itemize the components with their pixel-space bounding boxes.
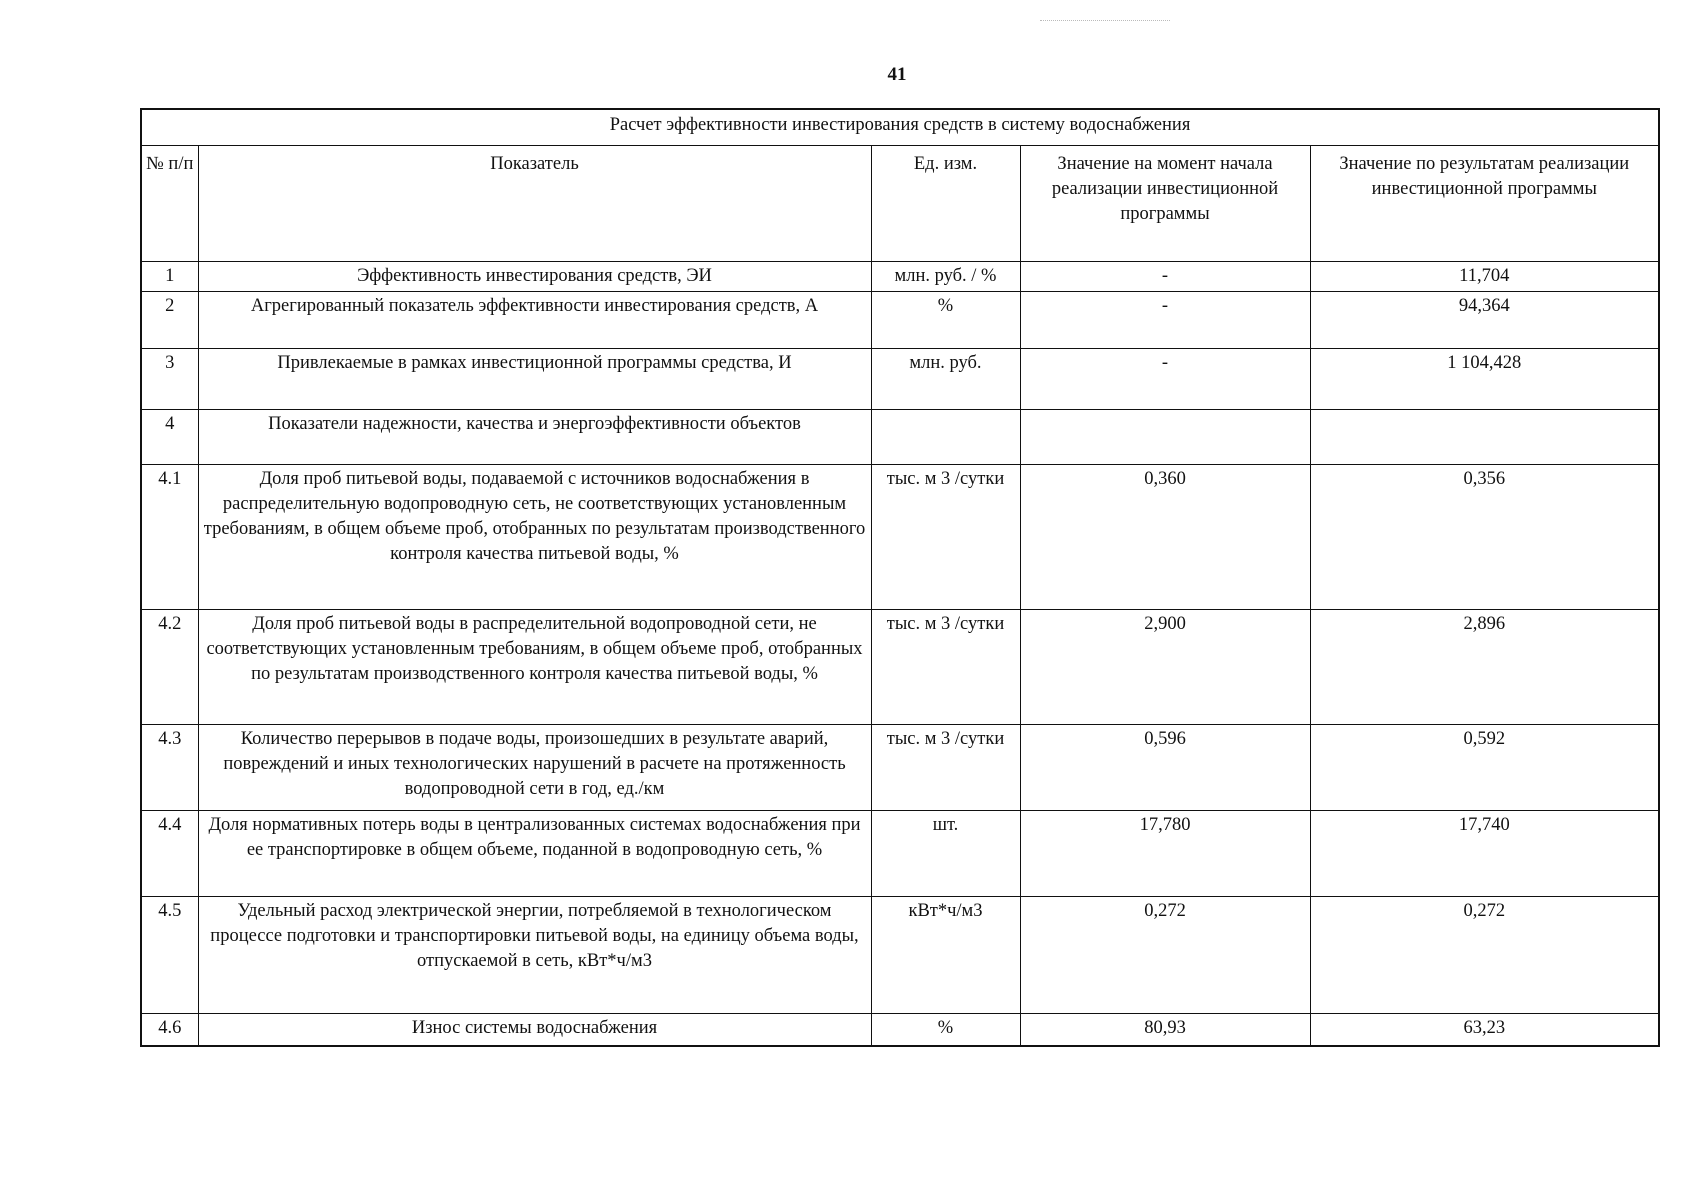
table-row bbox=[141, 410, 1659, 465]
row-result-value: 1 104,428 bbox=[1310, 349, 1659, 410]
row-result-value bbox=[1310, 410, 1659, 465]
row-unit: тыс. м 3 /сутки bbox=[871, 725, 1020, 811]
row-num: 1 bbox=[141, 262, 198, 292]
table-row bbox=[141, 725, 1659, 811]
row-indicator: Эффективность инвестирования средств, ЭИ bbox=[198, 262, 871, 292]
row-unit: тыс. м 3 /сутки bbox=[871, 465, 1020, 610]
header-start-value: Значение на момент начала реализации инвестиционной программы bbox=[1020, 146, 1310, 262]
row-num: 4.4 bbox=[141, 811, 198, 897]
row-num: 4 bbox=[141, 410, 198, 465]
page-number: 41 bbox=[887, 64, 907, 85]
row-result-value: 0,356 bbox=[1310, 465, 1659, 610]
table-row bbox=[141, 465, 1659, 610]
row-unit: тыс. м 3 /сутки bbox=[871, 610, 1020, 725]
row-result-value: 11,704 bbox=[1310, 262, 1659, 292]
row-result-value: 0,272 bbox=[1310, 897, 1659, 1014]
row-result-value: 63,23 bbox=[1310, 1014, 1659, 1047]
row-result-value: 0,592 bbox=[1310, 725, 1659, 811]
row-result-value: 94,364 bbox=[1310, 292, 1659, 349]
row-num: 4.2 bbox=[141, 610, 198, 725]
row-indicator: Доля нормативных потерь воды в централизованных системах водоснабжения при ее транспортировке в общем объеме, поданной в водопроводную сеть, % bbox=[198, 811, 871, 897]
header-result-value: Значение по результатам реализации инвестиционной программы bbox=[1310, 146, 1659, 262]
row-num: 4.5 bbox=[141, 897, 198, 1014]
row-result-value: 17,740 bbox=[1310, 811, 1659, 897]
row-start-value: 0,596 bbox=[1020, 725, 1310, 811]
table-row bbox=[141, 811, 1659, 897]
table-row bbox=[141, 897, 1659, 1014]
row-indicator: Удельный расход электрической энергии, потребляемой в технологическом процессе подготовки и транспортировки питьевой воды, на единицу объема воды, отпускаемой в сеть, кВт*ч/м3 bbox=[198, 897, 871, 1014]
row-result-value: 2,896 bbox=[1310, 610, 1659, 725]
row-start-value: 0,360 bbox=[1020, 465, 1310, 610]
row-unit: % bbox=[871, 1014, 1020, 1047]
row-unit: кВт*ч/м3 bbox=[871, 897, 1020, 1014]
header-num: № п/п bbox=[141, 146, 198, 262]
header-unit: Ед. изм. bbox=[871, 146, 1020, 262]
row-indicator: Износ системы водоснабжения bbox=[198, 1014, 871, 1047]
row-indicator: Привлекаемые в рамках инвестиционной программы средства, И bbox=[198, 349, 871, 410]
row-indicator: Количество перерывов в подаче воды, произошедших в результате аварий, повреждений и иных технологических нарушений в расчете на протяженность водопроводной сети в год, ед./км bbox=[198, 725, 871, 811]
row-unit: % bbox=[871, 292, 1020, 349]
row-indicator: Доля проб питьевой воды, подаваемой с источников водоснабжения в распределительную водопроводную сеть, не соответствующих установленным требованиям, в общем объеме проб, отобранных по результатам производственного контроля качества питьевой воды, % bbox=[198, 465, 871, 610]
row-unit: млн. руб. / % bbox=[871, 262, 1020, 292]
header-indicator: Показатель bbox=[198, 146, 871, 262]
row-unit: шт. bbox=[871, 811, 1020, 897]
row-indicator: Доля проб питьевой воды в распределительной водопроводной сети, не соответствующих установленным требованиям, в общем объеме проб, отобранных по результатам производственного контроля качества питьевой воды, % bbox=[198, 610, 871, 725]
row-num: 2 bbox=[141, 292, 198, 349]
row-num: 3 bbox=[141, 349, 198, 410]
table-row bbox=[141, 292, 1659, 349]
row-start-value: 0,272 bbox=[1020, 897, 1310, 1014]
table-row bbox=[141, 349, 1659, 410]
efficiency-table bbox=[140, 108, 1660, 1047]
row-start-value: 2,900 bbox=[1020, 610, 1310, 725]
row-num: 4.3 bbox=[141, 725, 198, 811]
row-start-value: - bbox=[1020, 262, 1310, 292]
table-title: Расчет эффективности инвестирования средств в систему водоснабжения bbox=[141, 109, 1659, 146]
scan-speckles bbox=[1040, 20, 1170, 23]
row-num: 4.1 bbox=[141, 465, 198, 610]
table-row bbox=[141, 262, 1659, 292]
row-indicator: Агрегированный показатель эффективности инвестирования средств, А bbox=[198, 292, 871, 349]
table-row bbox=[141, 610, 1659, 725]
table-header-row bbox=[141, 146, 1659, 262]
row-start-value: 80,93 bbox=[1020, 1014, 1310, 1047]
row-num: 4.6 bbox=[141, 1014, 198, 1047]
row-start-value bbox=[1020, 410, 1310, 465]
row-start-value: - bbox=[1020, 292, 1310, 349]
table-row bbox=[141, 1014, 1659, 1047]
row-start-value: 17,780 bbox=[1020, 811, 1310, 897]
row-unit bbox=[871, 410, 1020, 465]
row-unit: млн. руб. bbox=[871, 349, 1020, 410]
row-start-value: - bbox=[1020, 349, 1310, 410]
row-indicator: Показатели надежности, качества и энергоэффективности объектов bbox=[198, 410, 871, 465]
